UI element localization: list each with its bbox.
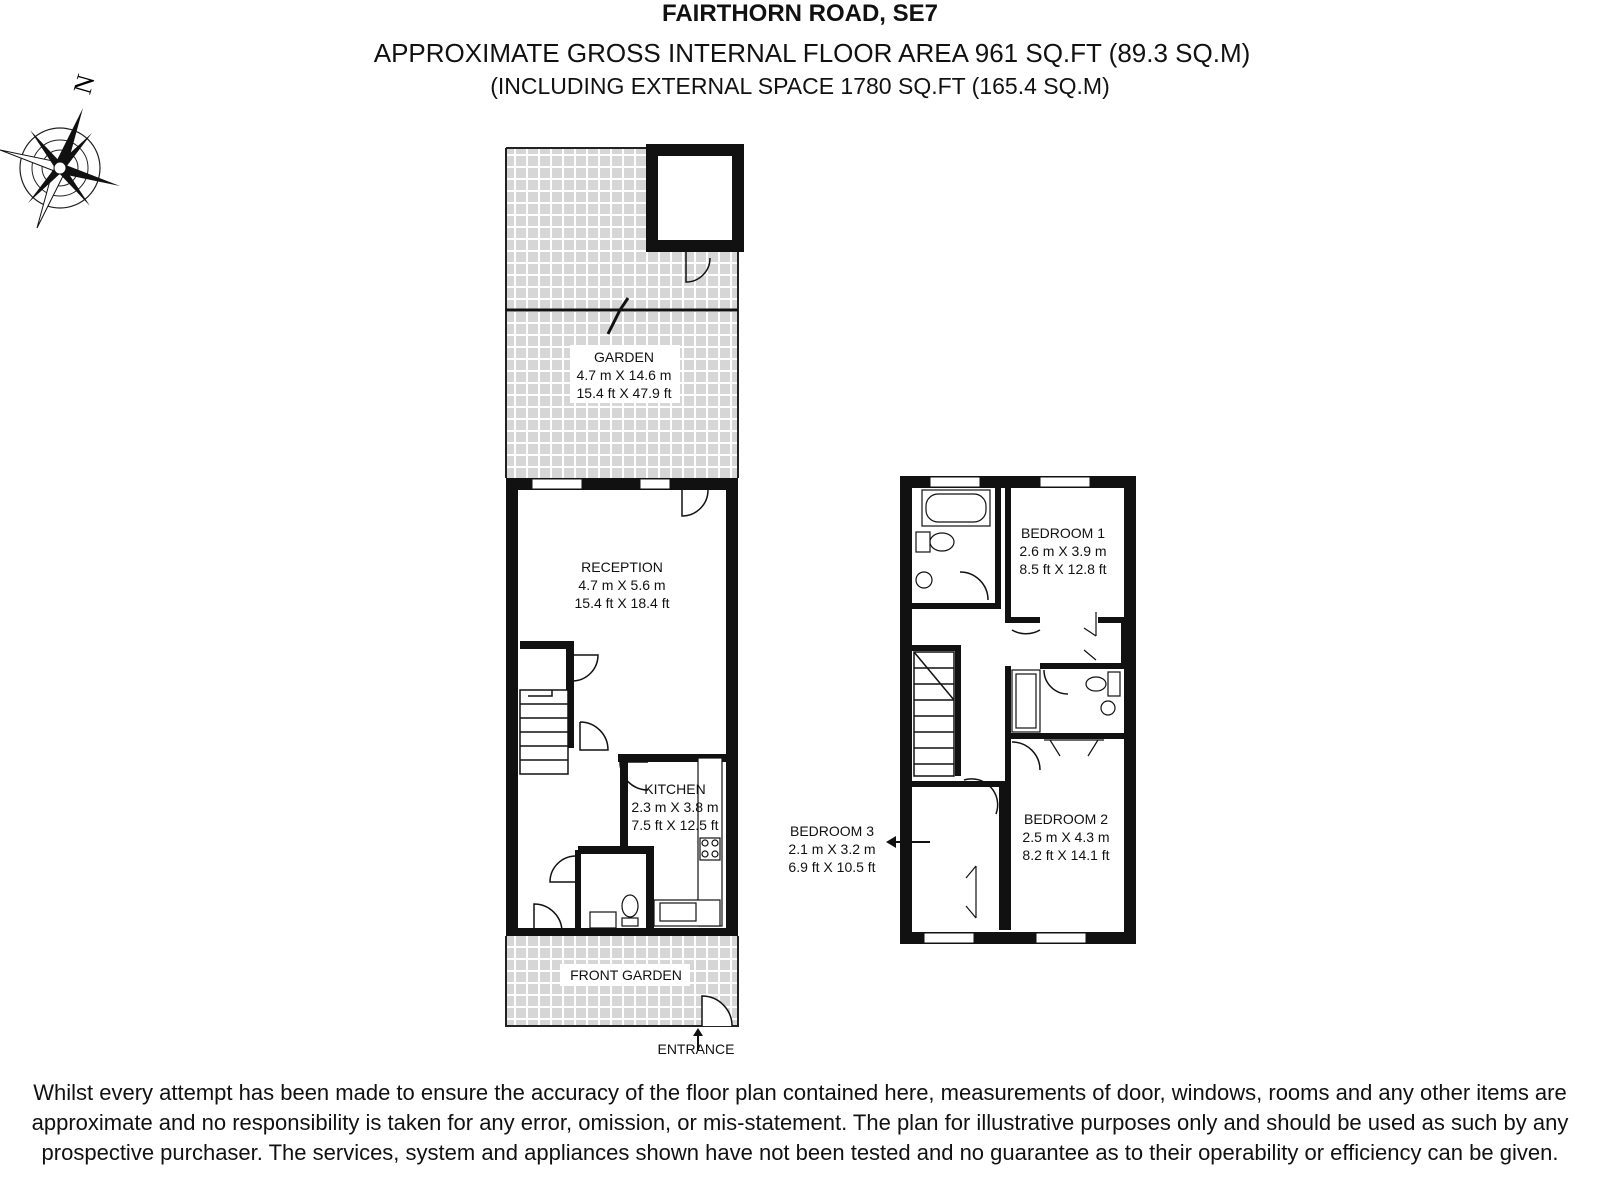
- bedroom3-imperial: 6.9 ft X 10.5 ft: [788, 859, 876, 875]
- bedroom2-metric: 2.5 m X 4.3 m: [1022, 829, 1110, 845]
- garden-metric: 4.7 m X 14.6 m: [576, 367, 672, 383]
- first-floor-stairs: [914, 652, 954, 776]
- entrance-label: ENTRANCE: [657, 1041, 735, 1057]
- garden-label: GARDEN: [594, 349, 654, 365]
- garden-shed: [652, 150, 738, 246]
- reception-metric: 4.7 m X 5.6 m: [578, 577, 666, 593]
- kitchen-imperial: 7.5 ft X 12.5 ft: [631, 817, 719, 833]
- compass-north-label: N: [67, 71, 101, 98]
- bedroom3-label: BEDROOM 3: [789, 823, 875, 839]
- garden-imperial: 15.4 ft X 47.9 ft: [576, 385, 672, 401]
- bedroom1-metric: 2.6 m X 3.9 m: [1019, 543, 1107, 559]
- kitchen-metric: 2.3 m X 3.8 m: [631, 799, 719, 815]
- kitchen-label: KITCHEN: [644, 781, 706, 797]
- bedroom3-metric: 2.1 m X 3.2 m: [788, 841, 876, 857]
- bedroom2-imperial: 8.2 ft X 14.1 ft: [1022, 847, 1110, 863]
- front-garden-label: FRONT GARDEN: [570, 967, 682, 983]
- bedroom1-imperial: 8.5 ft X 12.8 ft: [1019, 561, 1107, 577]
- compass-rose-icon: [0, 108, 120, 228]
- disclaimer-text: Whilst every attempt has been made to ensure the accuracy of the floor plan contained here, measurements of door, windows, rooms and any other items are approximate and no responsibility is taken for any error, omission, or mis-statement. The plan for illustrative purposes only and should be used as such by any prospective purchaser. The services, system and appliances shown have not been tested and no guarantee as to their operability or efficiency can be given.: [31, 1080, 1569, 1165]
- floor-area-text: APPROXIMATE GROSS INTERNAL FLOOR AREA 961 SQ.FT (89.3 SQ.M): [373, 38, 1251, 68]
- reception-label: RECEPTION: [581, 559, 663, 575]
- ground-stairs: [520, 690, 568, 774]
- plan-title: FAIRTHORN ROAD, SE7: [661, 0, 939, 27]
- bedroom1-label: BEDROOM 1: [1020, 525, 1106, 541]
- bedroom2-label: BEDROOM 2: [1023, 811, 1109, 827]
- reception-imperial: 15.4 ft X 18.4 ft: [574, 595, 670, 611]
- external-area-text: (INCLUDING EXTERNAL SPACE 1780 SQ.FT (165.4 SQ.M): [490, 73, 1110, 99]
